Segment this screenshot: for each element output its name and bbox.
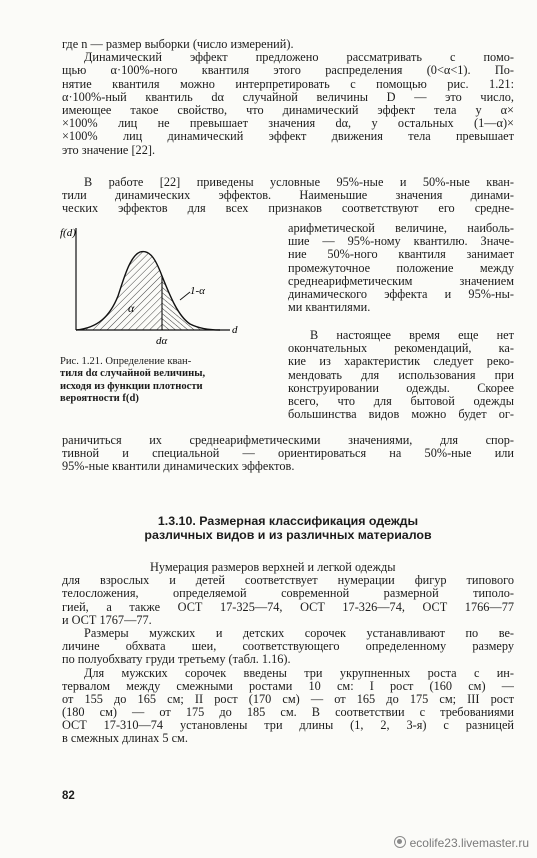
paragraph-dynamic-effect [62,38,514,157]
text-line: ОСТ 17-310—74 установлены три длины (1, 2, 3-я) с разницей [62,719,514,733]
text-line: окончательных рекомендаций, ка- [288,342,514,356]
text-line: Динамический эффект предложено рассматривать с помо- [84,51,514,65]
text-line: Размеры мужских и детских сорочек устанавливают по ве- [84,626,514,640]
caption-line: тиля dα случайной величины, [60,368,206,380]
text-line: щью α·100%-ного квантиля этого распределения (0<α<1). По- [62,64,514,78]
caption-line: Рис. 1.21. Определение кван- [60,356,192,367]
text-line: конструировании одежды. Скорее [288,381,514,395]
text-line: телосложения, определяемой современной размерной типоло- [62,587,514,601]
text-line: большинства видов можно будет ог- [288,408,514,422]
text-line: Нумерация размеров верхней и легкой одежды [150,561,396,574]
text-line: мендовать для использования при [288,368,514,382]
text-line: и ОСТ 1767—77. [62,613,152,627]
caption-line: исходя из функции плотности [60,380,203,392]
paragraph-quantiles [62,176,514,216]
text-line: шие — 95%-ному квантилю. Значе- [288,235,514,249]
text-line: в смежных длинах 5 см. [62,732,188,746]
text-line: это значение [22]. [62,143,156,157]
text-line: динамического эффекта и 95%-ны- [288,287,514,301]
text-line: тивной и специальной — ориентироваться на 50%-ные или [62,447,514,461]
text-line: В работе [22] приведены условные 95%-ные и 50%-ные кван- [84,176,514,189]
caption-line: вероятности f(d) [60,393,139,405]
text-line: ×100% лиц динамический эффект движения тела превышает [62,130,514,144]
text-line: имеющее такое свойство, что динамический эффект тела у α× [62,103,514,117]
text-line: тервалом между смежными ростами 10 см: I рост (160 см) — [62,679,514,693]
watermark-logo-icon [394,836,406,848]
text-line: ми квантилями. [288,301,371,315]
figure-caption [60,356,270,406]
quantile-label: dα [156,335,168,347]
heading-line: 1.3.10. Размерная классификация одежды [157,514,419,528]
watermark-text: ecolife23.livemaster.ru [409,836,529,850]
text-line: всего, что для бытовой одежды [288,394,514,408]
alpha-label: α [128,301,135,315]
text-line: α·100%-ный квантиль dα случайной величины D — это число, [62,90,514,104]
quantile-density-figure [58,216,284,354]
pointer-line [180,292,190,300]
watermark [394,836,529,850]
y-axis-label: f(d) [60,227,76,239]
section-heading [62,514,514,542]
text-line: ×100% лиц не превышает значения dα, у остальных (1—α)× [62,117,514,131]
wrapped-text-lower [288,329,514,421]
text-line: промежуточное положение между [288,261,514,275]
paragraph-conclusion [62,434,514,474]
text-line: 95%-ные квантили динамических эффектов. [62,460,295,474]
text-line: арифметической величине, наиболь- [288,222,514,235]
text-line: для взрослых и детей соответствует нумерации фигур типового [62,574,514,588]
heading-line: различных видов и из различных материалов [144,528,432,542]
text-line: по полуобхвату груди третьему (табл. 1.16). [62,653,291,667]
text-line: (180 см) — от 175 до 185 см. В соответствии с требованиями [62,706,514,720]
wrapped-text-upper [288,222,514,314]
text-line: Для мужских сорочек введены три укрупненных роста с ин- [84,666,514,680]
text-line: где n — размер выборки (число измерений). [62,38,294,51]
text-line: тили динамических эффектов. Наименьшие значения динами- [62,189,514,203]
x-axis-label: d [232,324,238,336]
one-minus-alpha-label: 1-α [190,285,205,297]
page-number: 82 [62,790,75,802]
text-line: ческих эффектов для всех признаков соответствуют его средне- [62,202,514,216]
text-line: раничиться их среднеарифметическими значениями, для спор- [62,434,514,447]
text-line: кие из характеристик следует реко- [288,355,514,369]
text-line: ние 50%-ного квантиля занимает [288,248,514,262]
section-body [62,561,514,746]
text-line: В настоящее время еще нет [310,329,514,342]
text-line: от 155 до 165 см; II рост (170 см) — от 165 до 175 см; III рост [62,692,514,706]
text-line: личине обхвата шеи, соответствующего определенному размеру [62,640,514,654]
text-line: гией, а также ОСТ 17-325—74, ОСТ 17-326—74, ОСТ 1766—77 [62,600,514,614]
text-line: среднеарифметическим значением [288,274,514,288]
text-line: нятие квантиля можно интерпретировать с помощью рис. 1.21: [62,77,514,91]
